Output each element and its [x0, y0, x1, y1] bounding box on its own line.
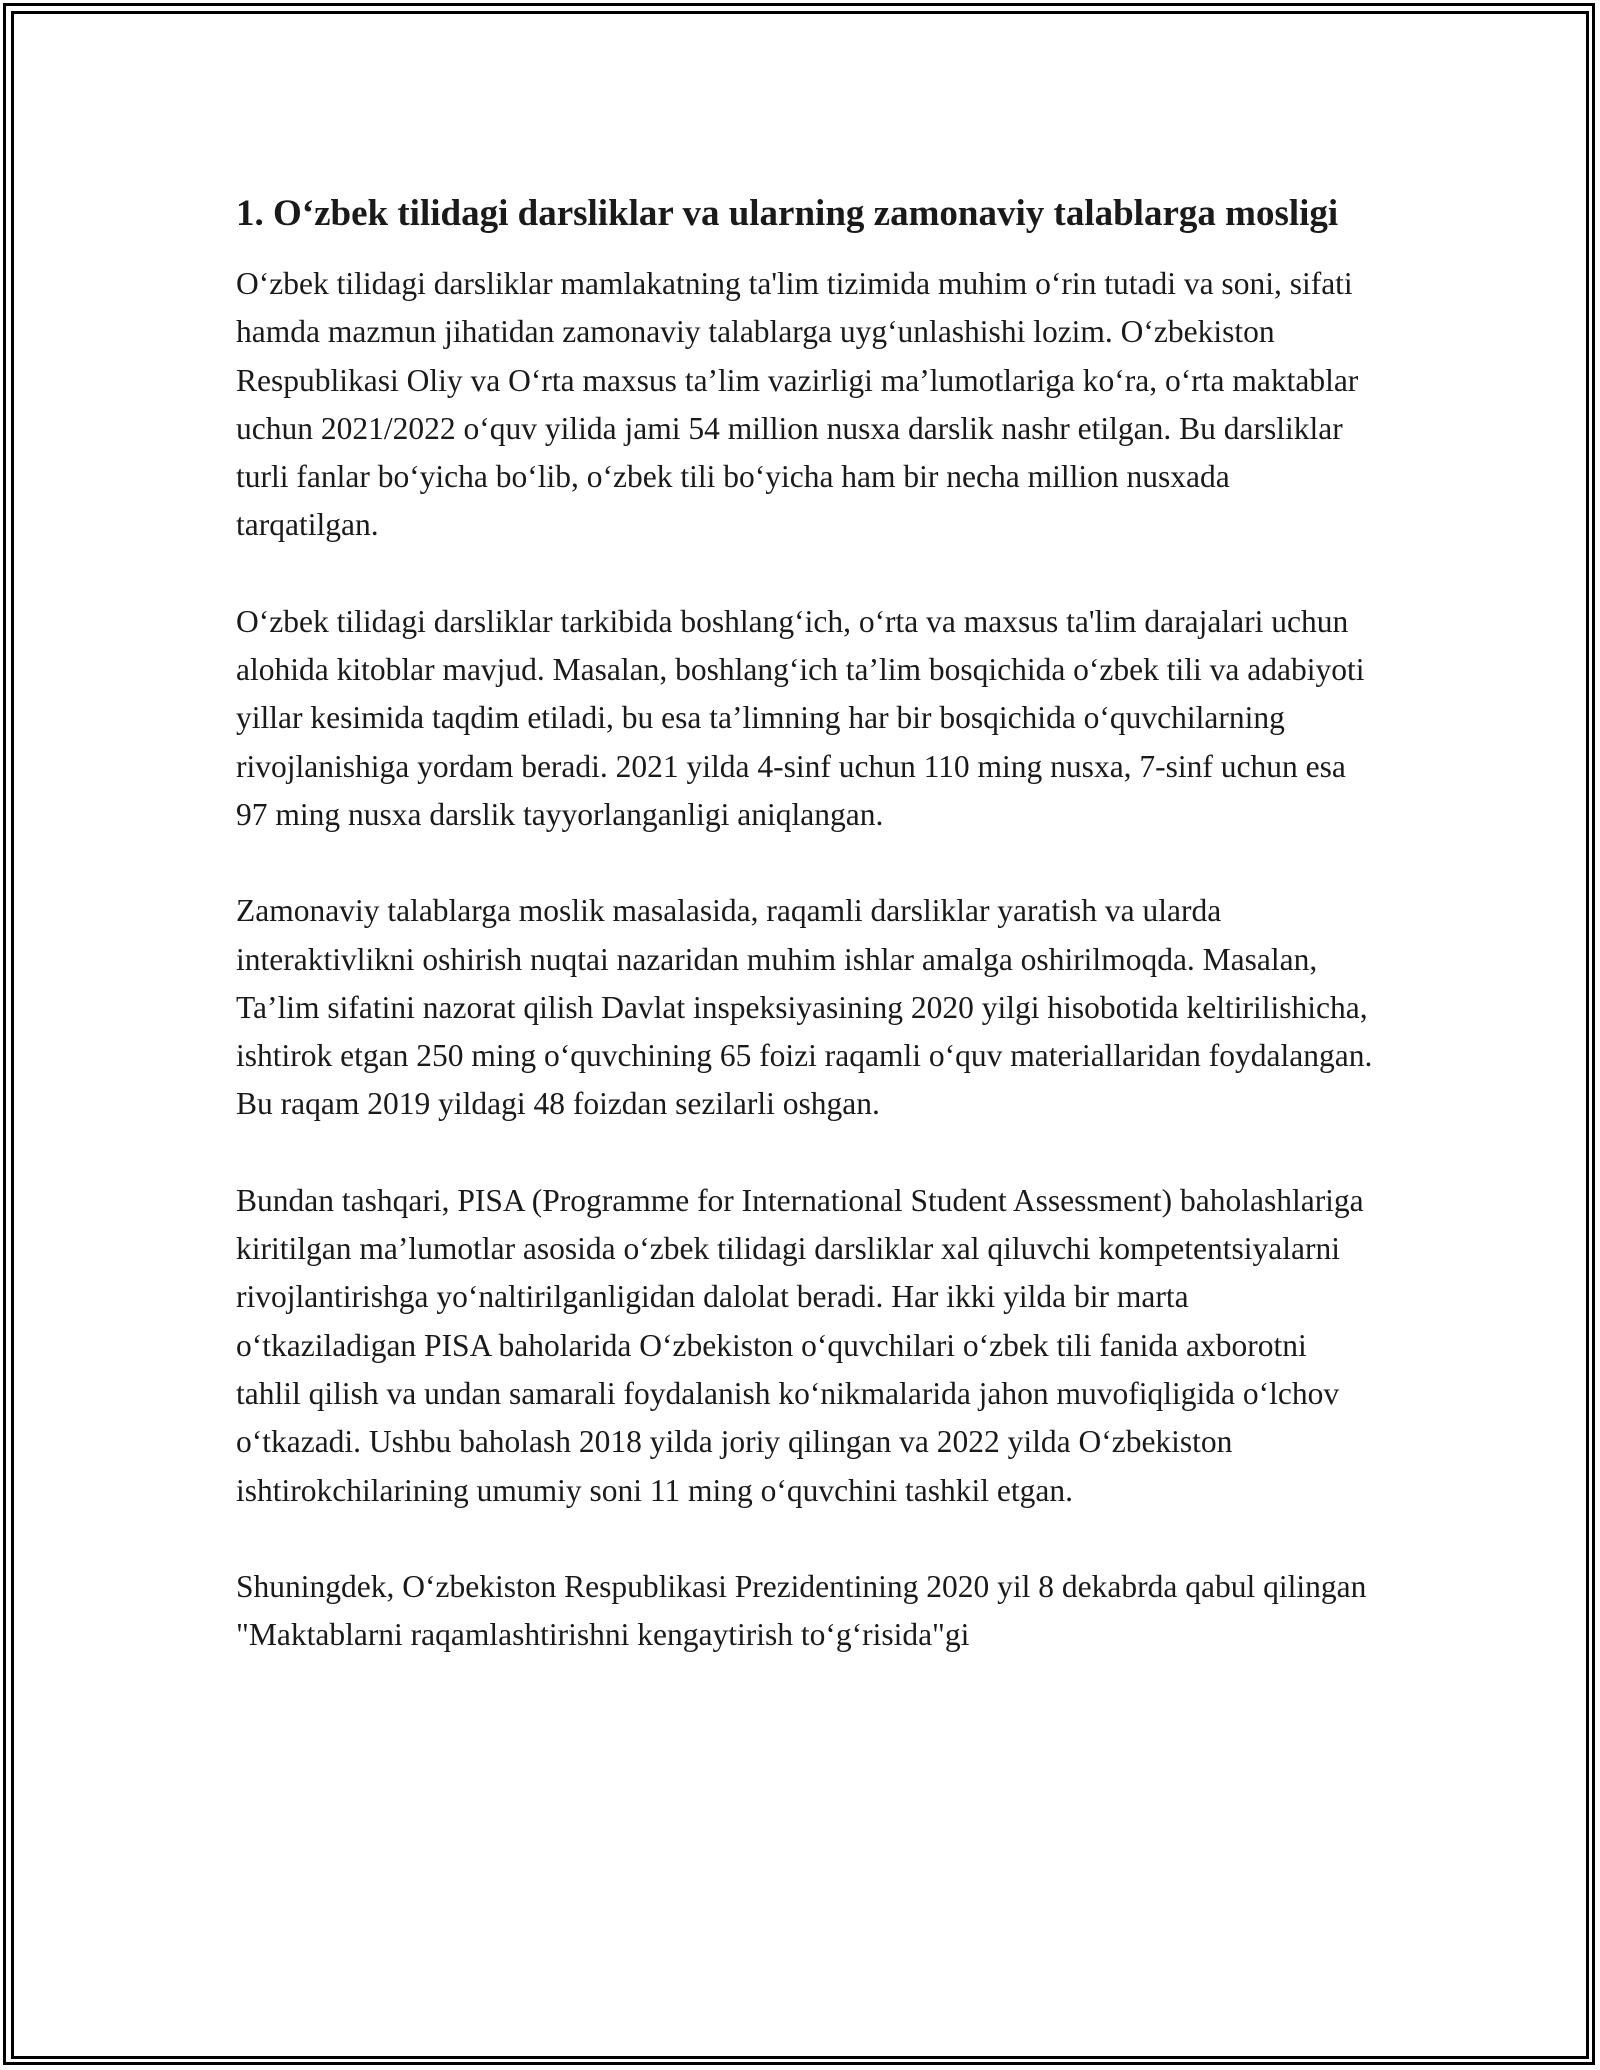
- paragraph-2: O‘zbek tilidagi darsliklar tarkibida boshlang‘ich, o‘rta va maxsus ta'lim darajalari uchun alohida kitoblar mavjud. Masalan, boshlang‘ich ta’lim bosqichida o‘zbek tili va adabiyoti yillar kesimida taqdim etiladi, bu esa ta’limning har bir bosqichida o‘quvchilarning rivojlanishiga yordam beradi. 2021 yilda 4-sinf uchun 110 ming nusxa, 7-sinf uchun esa 97 ming nusxa darslik tayyorlanganligi aniqlangan.: [236, 603, 1365, 832]
- section-heading: 1. O‘zbek tilidagi darsliklar va ularning zamonaviy talablarga mosligi: [236, 193, 1339, 234]
- paragraph-3: Zamonaviy talablarga moslik masalasida, raqamli darsliklar yaratish va ularda interaktivlikni oshirish nuqtai nazaridan muhim ishlar amalga oshirilmoqda. Masalan, Ta’lim sifatini nazorat qilish Davlat inspeksiyasining 2020 yilgi hisobotida keltirilishicha, ishtirok etgan 250 ming o‘quvchining 65 foizi raqamli o‘quv materiallaridan foydalangan. Bu raqam 2019 yildagi 48 foizdan sezilarli oshgan.: [236, 893, 1373, 1122]
- paragraph-4: Bundan tashqari, PISA (Programme for International Student Assessment) baholashlariga kiritilgan ma’lumotlar asosida o‘zbek tilidagi darsliklar xal qiluvchi kompetentsiyalarni rivojlantirishga yo‘naltirilganligidan dalolat beradi. Har ikki yilda bir marta o‘tkaziladigan PISA baholarida O‘zbekiston o‘quvchilari o‘zbek tili fanida axborotni tahlil qilish va undan samarali foydalanish ko‘nikmalarida jahon muvofiqligida o‘lchov o‘tkazadi. Ushbu baholash 2018 yilda joriy qilingan va 2022 yilda O‘zbekiston ishtirokchilarining umumiy soni 11 ming o‘quvchini tashkil etgan.: [236, 1182, 1364, 1508]
- paragraph-1: O‘zbek tilidagi darsliklar mamlakatning ta'lim tizimida muhim o‘rin tutadi va soni, sifati hamda mazmun jihatidan zamonaviy talablarga uyg‘unlashishi lozim. O‘zbekiston Respublikasi Oliy va O‘rta maxsus ta’lim vazirligi ma’lumotlariga ko‘ra, o‘rta maktablar uchun 2021/2022 o‘quv yilida jami 54 million nusxa darslik nashr etilgan. Bu darsliklar turli fanlar bo‘yicha bo‘lib, o‘zbek tili bo‘yicha ham bir necha million nusxada tarqatilgan.: [236, 266, 1359, 543]
- paragraph-5: Shuningdek, O‘zbekiston Respublikasi Prezidentining 2020 yil 8 dekabrda qabul qilingan "Maktablarni raqamlashtirishni kengaytirish to‘g‘risida"gi: [236, 1568, 1367, 1653]
- document-body: [236, 188, 1376, 1659]
